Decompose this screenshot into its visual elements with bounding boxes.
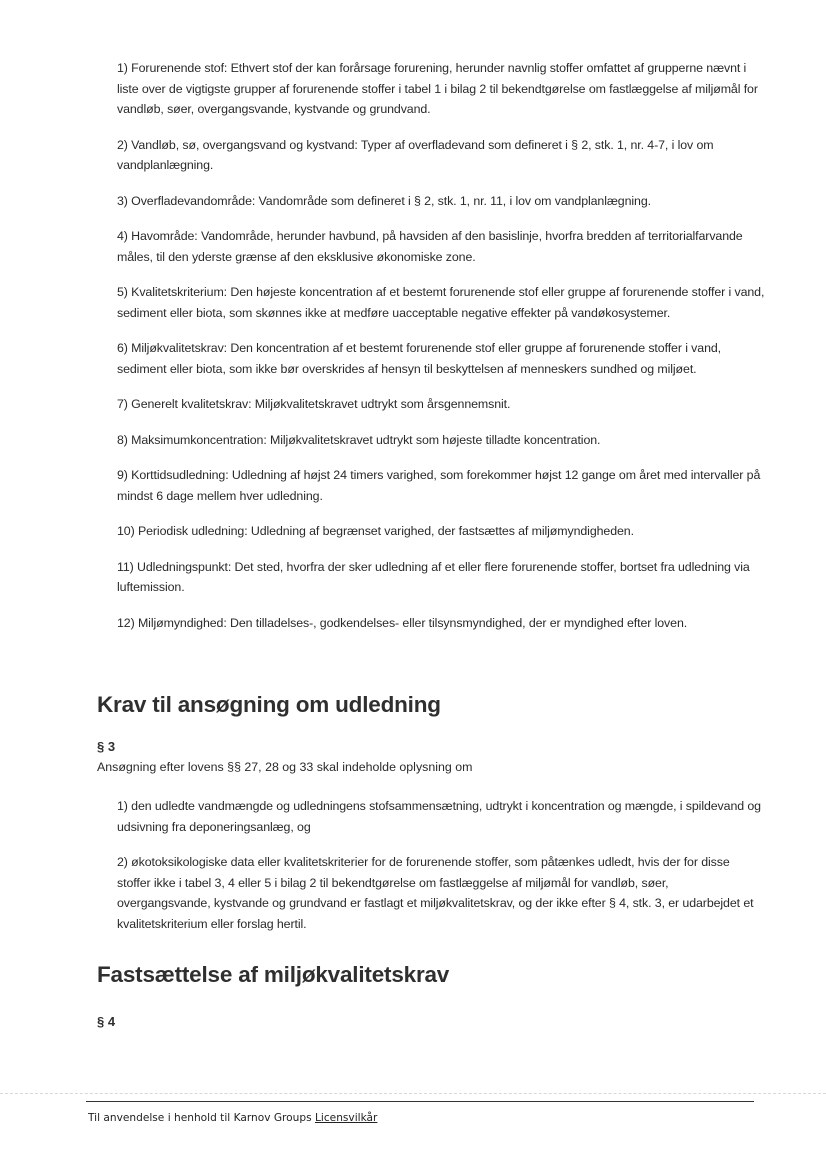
definition-item: 10) Periodisk udledning: Udledning af begrænset varighed, der fastsættes af miljømyndigheden. (117, 524, 634, 538)
footer (88, 1112, 377, 1124)
definition-item: 3) Overfladevandområde: Vandområde som defineret i § 2, stk. 1, nr. 11, i lov om vandplanlægning. (117, 193, 651, 208)
definition-item: 5) Kvalitetskriterium: Den højeste koncentration af et bestemt forurenende stof eller gruppe af forurenende stoffer i vand, sediment eller biota, som skønnes ikke at medføre uacceptable negative effekter på vandøkosystemer. (117, 285, 765, 320)
requirement-item: 2) økotoksikologiske data eller kvalitetskriterier for de forurenende stoffer, som påtænkes udledt, hvis der for disse stoffer ikke i tabel 3, 4 eller 5 i bilag 2 til bekendtgørelse om fastlæggelse af miljømål for vandløb, søer, overgangsvande, kystvande og grundvand er fastlagt et miljøkvalitetskrav, og der ikke efter § 4, stk. 3, er udarbejdet et kvalitetskriterium eller forslag hertil. (117, 855, 754, 931)
definitions-list (117, 58, 767, 648)
requirement-list (117, 796, 765, 949)
definition-item: 1) Forurenende stof: Ethvert stof der kan forårsage forurening, herunder navnlig stoffer omfattet af grupperne nævnt i liste over de vigtigste grupper af forurenende stoffer i tabel 1 i bilag 2 til bekendtgørelse om fastlæggelse af miljømål for vandløb, søer, overgangsvande, kystvande og grundvand. (117, 61, 758, 116)
definition-item: 7) Generelt kvalitetskrav: Miljøkvalitetskravet udtrykt som årsgennemsnit. (117, 397, 511, 411)
section-heading-quality-requirements: Fastsættelse af miljøkvalitetskrav (97, 962, 450, 987)
section-heading-application-requirements: Krav til ansøgning om udledning (97, 692, 441, 717)
definition-item: 2) Vandløb, sø, overgangsvand og kystvand: Typer af overfladevand som defineret i § 2, stk. 1, nr. 4-7, i lov om vandplanlægning. (117, 137, 714, 172)
paragraph-intro: Ansøgning efter lovens §§ 27, 28 og 33 skal indeholde oplysning om (97, 760, 473, 774)
paragraph-number-4: § 4 (97, 1014, 116, 1029)
definition-item: 6) Miljøkvalitetskrav: Den koncentration af et bestemt forurenende stof eller gruppe af forurenende stoffer i vand, sediment eller biota, som ikke bør overskrides af hensyn til beskyttelsen af menneskers sundhed og miljøet. (117, 341, 721, 376)
definition-item: 11) Udledningspunkt: Det sted, hvorfra der sker udledning af et eller flere forurenende stoffer, bortset fra udledning via luftemission. (117, 559, 750, 594)
footer-text: Til anvendelse i henhold til Karnov Groups (88, 1112, 312, 1124)
footer-rule (86, 1101, 754, 1102)
page-divider (0, 1093, 826, 1094)
license-terms-link[interactable]: Licensvilkår (315, 1112, 378, 1124)
definition-item: 12) Miljømyndighed: Den tilladelses-, godkendelses- eller tilsynsmyndighed, der er myndighed efter loven. (117, 615, 688, 630)
definition-item: 8) Maksimumkoncentration: Miljøkvalitetskravet udtrykt som højeste tilladte koncentration. (117, 432, 601, 447)
definition-item: 9) Korttidsudledning: Udledning af højst 24 timers varighed, som forekommer højst 12 gange om året med intervaller på mindst 6 dage mellem hver udledning. (117, 468, 761, 503)
paragraph-number-3: § 3 (97, 739, 116, 754)
definition-item: 4) Havområde: Vandområde, herunder havbund, på havsiden af den basislinje, hvorfra bredden af territorialfarvande måles, til den yderste grænse af den eksklusive økonomiske zone. (117, 229, 743, 264)
requirement-item: 1) den udledte vandmængde og udledningens stofsammensætning, udtrykt i koncentration og mængde, i spildevand og udsivning fra deponeringsanlæg, og (117, 799, 761, 834)
